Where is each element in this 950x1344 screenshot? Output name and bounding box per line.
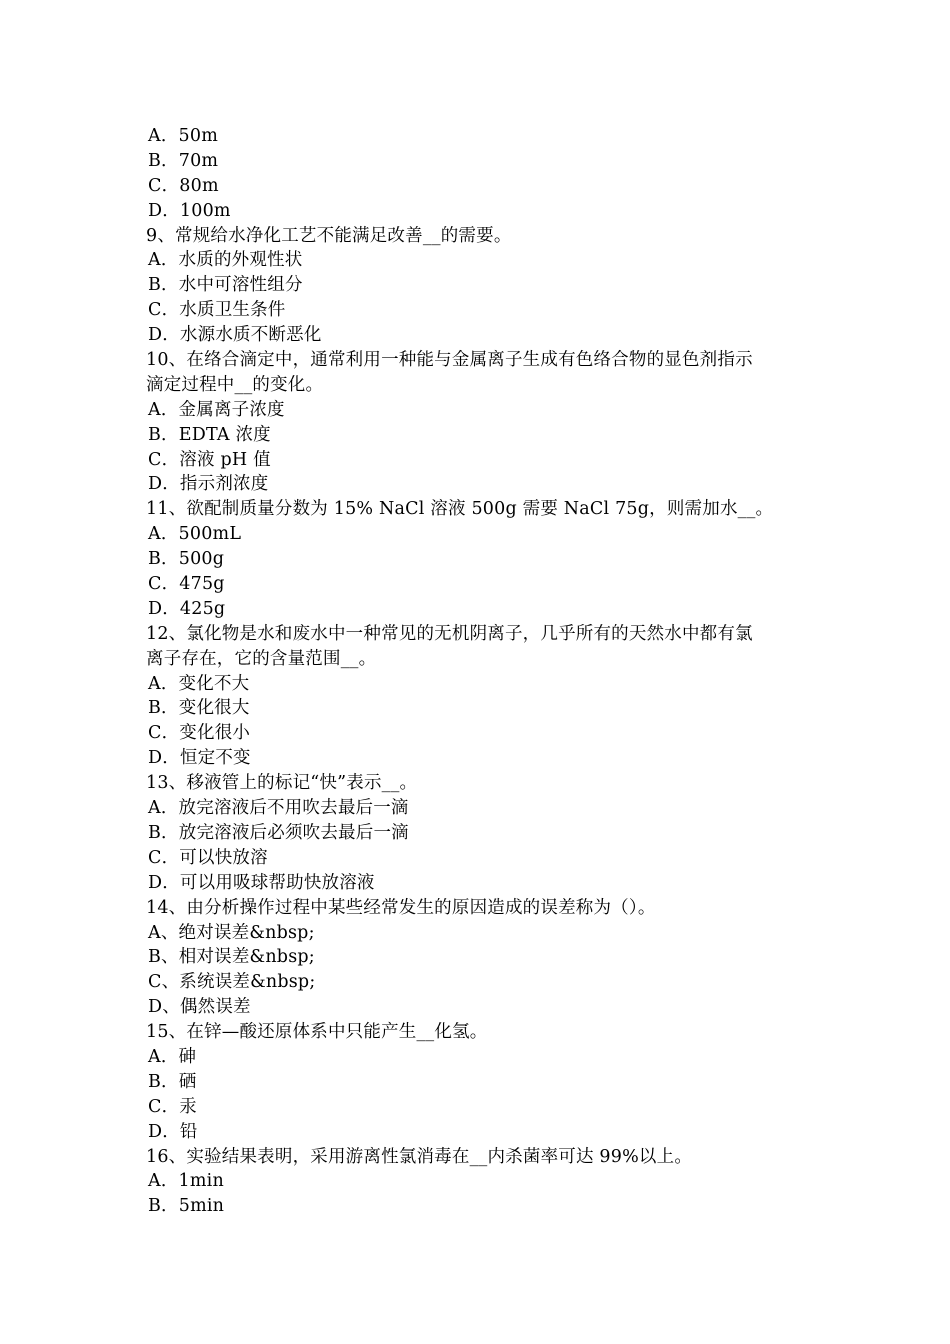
question-text: 13、移液管上的标记“快”表示__。: [146, 773, 418, 794]
answer-option: B．变化很大: [148, 698, 250, 719]
answer-option: B．70m: [148, 150, 219, 171]
question-text: 11、欲配制质量分数为 15% NaCl 溶液 500g 需要 NaCl 75g，则需加水__。: [146, 499, 774, 520]
question-text: 15、在锌—酸还原体系中只能产生__化氢。: [146, 1022, 488, 1043]
answer-option: A．500mL: [148, 524, 242, 545]
answer-option: D．指示剂浓度: [148, 474, 269, 495]
answer-option: D．100m: [148, 200, 231, 221]
document-body: [146, 124, 826, 1219]
question-text: 离子存在，它的含量范围__。: [146, 648, 377, 669]
answer-option: B、相对误差&nbsp;: [148, 947, 315, 968]
answer-option: A．砷: [148, 1046, 197, 1067]
answer-option: B．EDTA 浓度: [148, 424, 271, 445]
answer-option: A．1min: [148, 1171, 224, 1192]
answer-option: C．水质卫生条件: [148, 300, 286, 321]
question-text: 12、氯化物是水和废水中一种常见的无机阴离子，几乎所有的天然水中都有氯: [146, 623, 753, 644]
answer-option: C、系统误差&nbsp;: [148, 972, 316, 993]
answer-option: D．恒定不变: [148, 748, 251, 769]
question-text: 9、常规给水净化工艺不能满足改善__的需要。: [146, 225, 512, 246]
answer-option: C．汞: [148, 1096, 197, 1117]
question-text: 滴定过程中__的变化。: [146, 374, 324, 395]
answer-option: A．放完溶液后不用吹去最后一滴: [148, 798, 409, 819]
question-text: 10、在络合滴定中，通常利用一种能与金属离子生成有色络合物的显色剂指示: [146, 350, 753, 371]
answer-option: D．425g: [148, 598, 226, 619]
answer-option: A．变化不大: [148, 673, 250, 694]
answer-option: D．可以用吸球帮助快放溶液: [148, 872, 375, 893]
answer-option: B．水中可溶性组分: [148, 275, 303, 296]
answer-option: A．水质的外观性状: [148, 250, 303, 271]
answer-option: C．可以快放溶: [148, 847, 268, 868]
question-text: 16、实验结果表明，采用游离性氯消毒在__内杀菌率可达 99%以上。: [146, 1146, 693, 1167]
answer-option: B．500g: [148, 549, 225, 570]
answer-option: D．铅: [148, 1121, 198, 1142]
answer-option: A．金属离子浓度: [148, 399, 285, 420]
answer-option: D．水源水质不断恶化: [148, 325, 322, 346]
answer-option: C．475g: [148, 574, 225, 595]
answer-option: B．5min: [148, 1196, 225, 1217]
question-text: 14、由分析操作过程中某些经常发生的原因造成的误差称为（）。: [146, 897, 656, 918]
answer-option: A．50m: [148, 126, 219, 146]
answer-option: A、绝对误差&nbsp;: [148, 922, 315, 943]
answer-option: B．硒: [148, 1071, 197, 1092]
answer-option: C．80m: [148, 175, 219, 196]
answer-option: B．放完溶液后必须吹去最后一滴: [148, 822, 409, 843]
answer-option: D、偶然误差: [148, 997, 251, 1018]
answer-option: C．变化很小: [148, 723, 251, 744]
answer-option: C．溶液 pH 值: [148, 449, 271, 470]
